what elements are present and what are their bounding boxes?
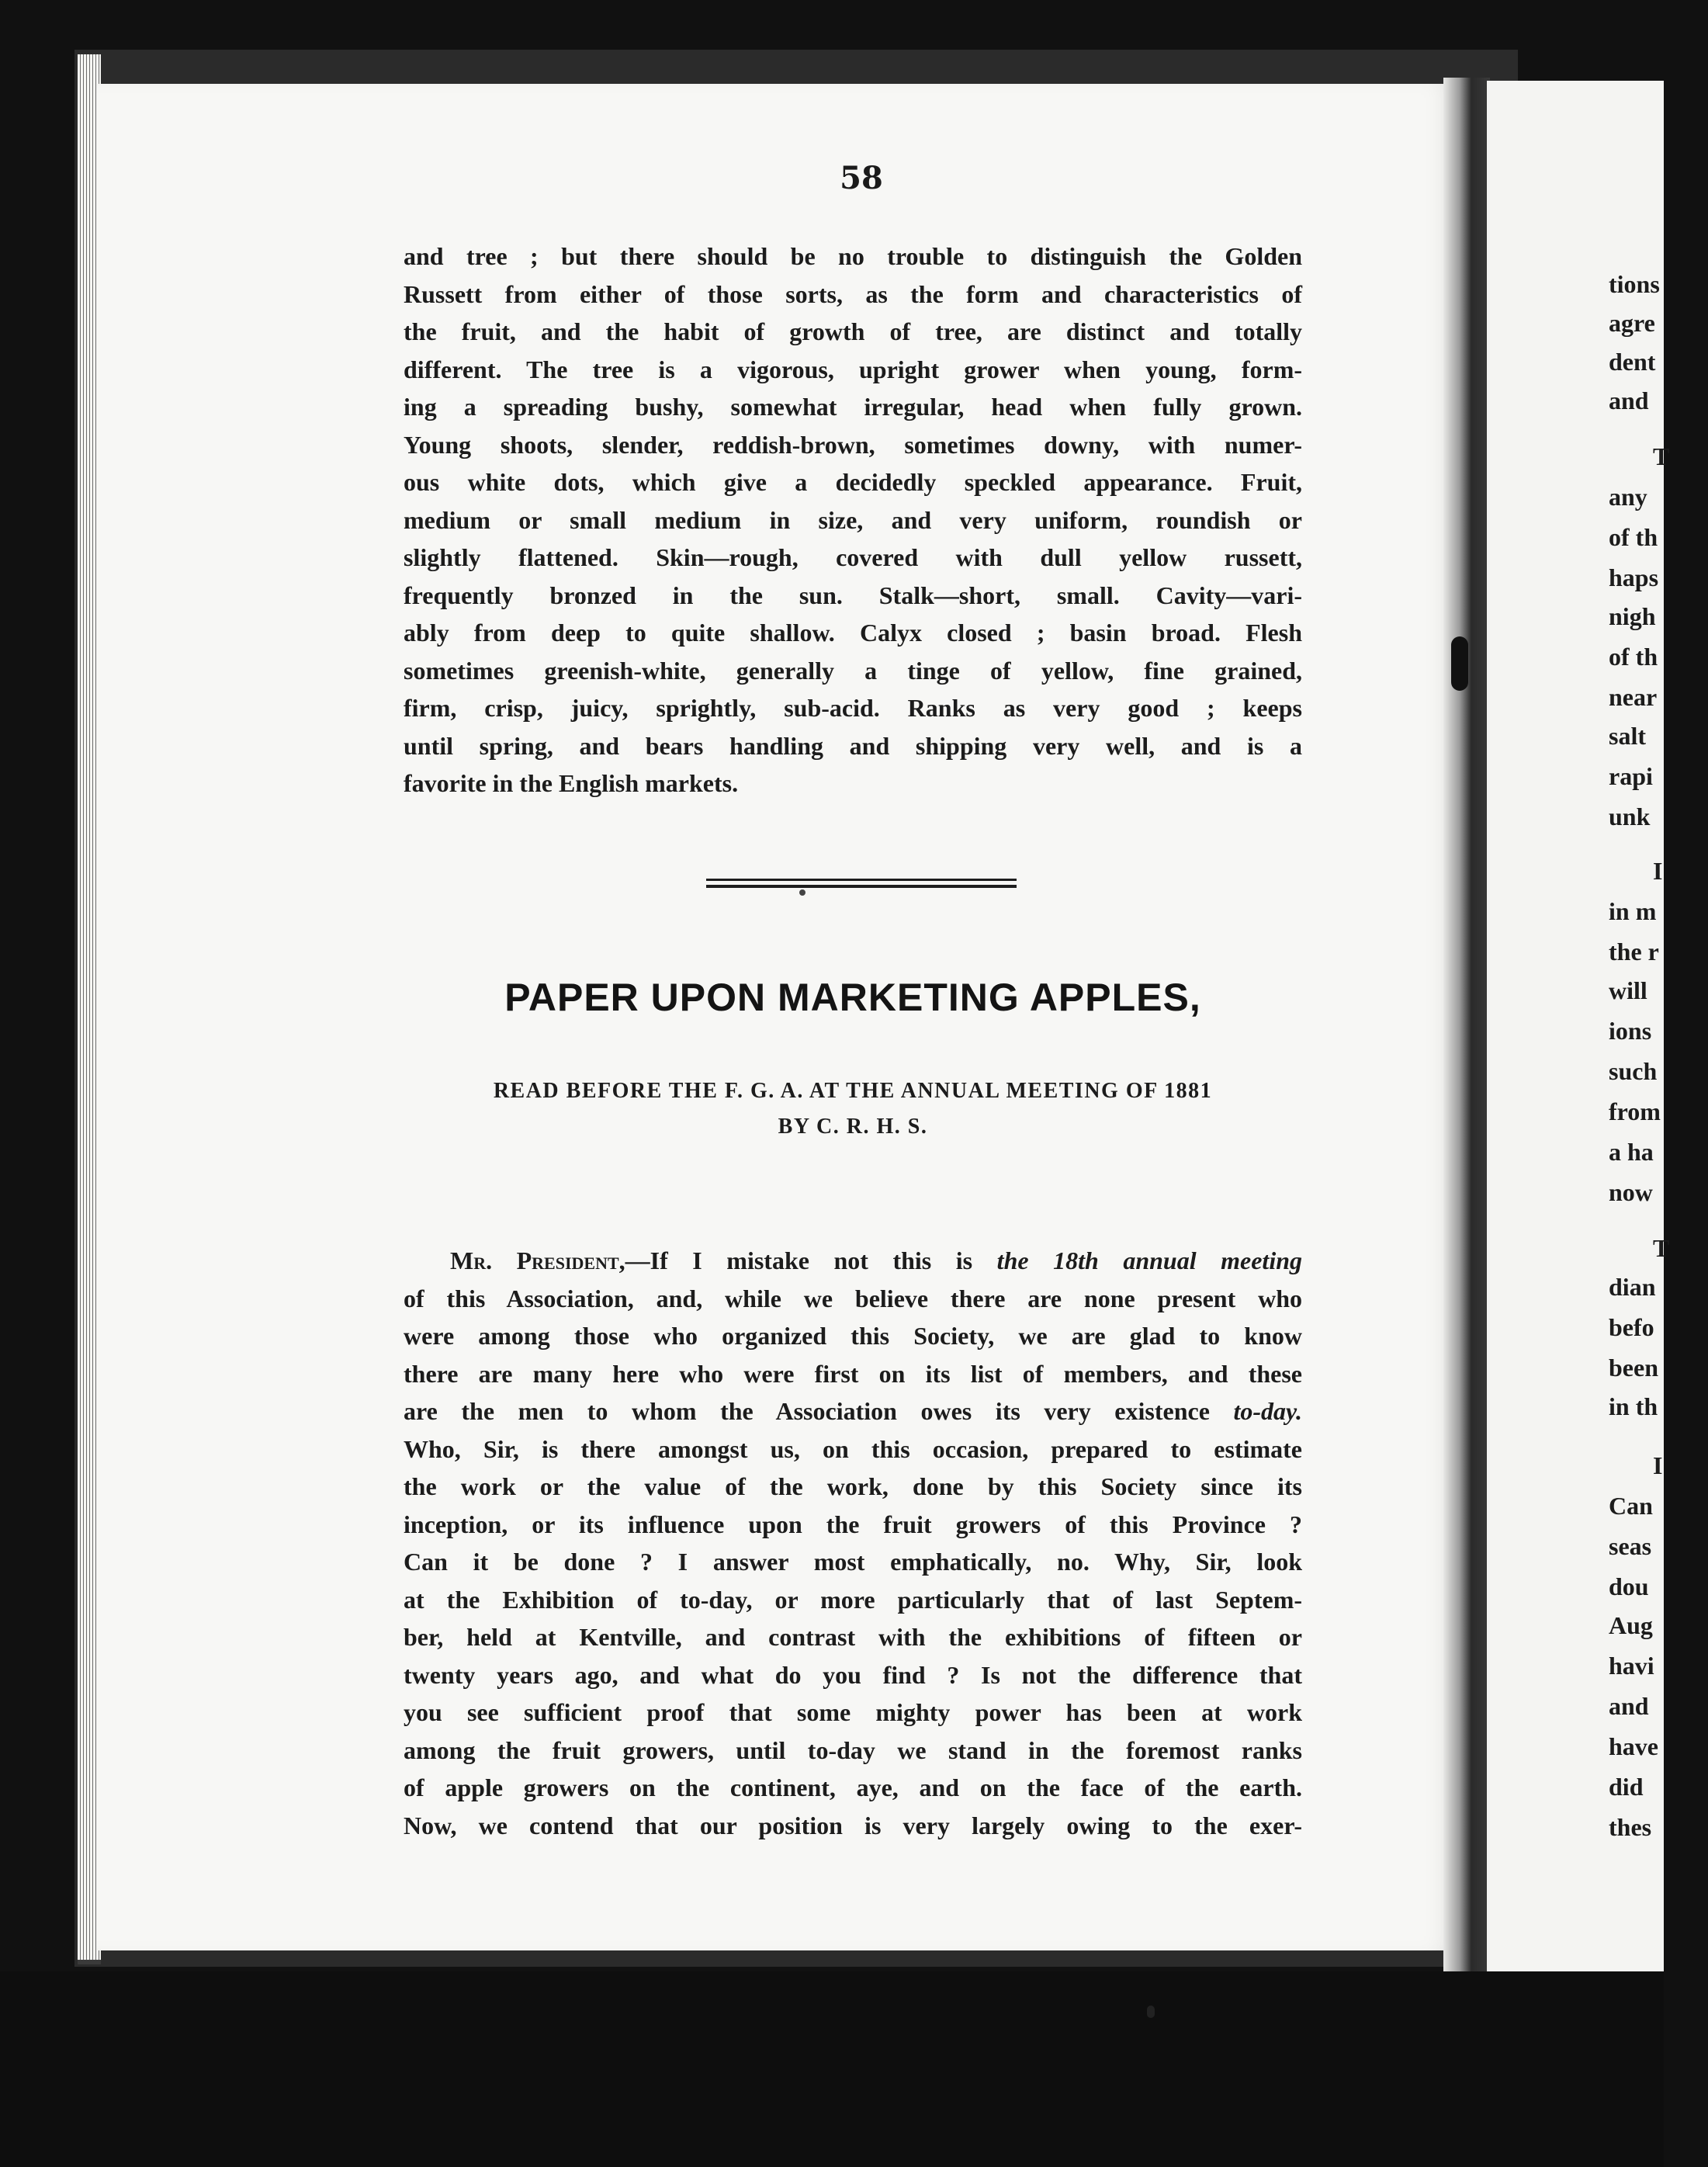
- right-page-fragment: T: [1653, 1234, 1670, 1262]
- text-line: sometimes greenish-white, generally a tinge of yellow, fine grained,: [404, 656, 1302, 685]
- right-page-fragment: of th: [1609, 643, 1658, 671]
- right-page-fragment: in th: [1609, 1392, 1658, 1420]
- article-byline: BY C. R. H. S.: [778, 1115, 928, 1139]
- text-line: there are many here who were first on its list of members, and these: [404, 1359, 1302, 1388]
- text-line: among the fruit growers, until to-day we stand in the foremost ranks: [404, 1735, 1302, 1764]
- text-line: were among those who organized this Society, we are glad to know: [404, 1322, 1302, 1350]
- italic-phrase: the 18th annual meeting: [996, 1246, 1303, 1274]
- ink-speck: [1147, 2006, 1155, 2018]
- right-page-fragment: salt: [1609, 722, 1646, 750]
- text-line: ably from deep to quite shallow. Calyx closed ; basin broad. Flesh: [404, 619, 1302, 647]
- scan-background: [0, 1971, 1664, 2167]
- right-page-fragment: and: [1609, 1692, 1649, 1720]
- italic-phrase: to-day.: [1233, 1397, 1302, 1425]
- text-line: [404, 1242, 1302, 1280]
- right-page-fragment: have: [1609, 1732, 1658, 1760]
- right-page-fragment: tions: [1609, 270, 1660, 298]
- right-page-fragment: haps: [1609, 563, 1659, 591]
- text-line: different. The tree is a vigorous, upright grower when young, form-: [404, 355, 1302, 383]
- right-page-fragment: been: [1609, 1354, 1658, 1382]
- text-line: and tree ; but there should be no trouble to distinguish the Golden: [404, 242, 1302, 270]
- text-line: Young shoots, slender, reddish-brown, sometimes downy, with numer-: [404, 430, 1302, 459]
- text-line: Russett from either of those sorts, as the form and characteristics of: [404, 279, 1302, 308]
- text-line: at the Exhibition of to-day, or more particularly that of last Septem-: [404, 1585, 1302, 1614]
- text-line: you see sufficient proof that some mighty power has been at work: [404, 1698, 1302, 1726]
- right-page-fragment: nigh: [1609, 602, 1656, 630]
- right-page-fragment: of th: [1609, 523, 1658, 551]
- article-subtitle: READ BEFORE THE F. G. A. AT THE ANNUAL MEETING OF 1881: [493, 1079, 1213, 1103]
- text-line: of this Association, and, while we believe there are none present who: [404, 1284, 1302, 1312]
- right-page-fragment: thes: [1609, 1813, 1652, 1841]
- text-span: are the men to whom the Association owes its very existence: [404, 1397, 1234, 1425]
- text-line: favorite in the English markets.: [404, 769, 739, 797]
- right-page-fragment: I: [1653, 857, 1663, 885]
- right-page-fragment: ions: [1609, 1017, 1652, 1045]
- right-page-fragment: havi: [1609, 1652, 1654, 1680]
- text-line: firm, crisp, juicy, sprightly, sub-acid. Ranks as very good ; keeps: [404, 694, 1302, 722]
- right-page-fragment: rapi: [1609, 762, 1653, 790]
- right-page-fragment: such: [1609, 1057, 1658, 1085]
- divider-ornament: [799, 889, 805, 896]
- right-page-fragment: and: [1609, 387, 1649, 414]
- text-line: of apple growers on the continent, aye, and on the face of the earth.: [404, 1773, 1302, 1801]
- right-page-fragment: befo: [1609, 1313, 1654, 1341]
- right-page-fragment: Aug: [1609, 1611, 1653, 1639]
- divider-rule: [706, 879, 1017, 881]
- gutter-clip: [1451, 636, 1468, 691]
- text-line: ous white dots, which give a decidedly speckled appearance. Fruit,: [404, 468, 1302, 496]
- right-page-fragment: any: [1609, 483, 1647, 511]
- right-page-fragment: the r: [1609, 938, 1659, 966]
- text-line: slightly flattened. Skin—rough, covered with dull yellow russett,: [404, 543, 1302, 571]
- right-page-fragment: unk: [1609, 803, 1651, 830]
- salutation: Mr. President,: [450, 1246, 625, 1274]
- right-page-fragment: T: [1653, 442, 1670, 470]
- text-line: inception, or its influence upon the fruit growers of this Province ?: [404, 1510, 1302, 1538]
- top-paragraph: [404, 238, 1302, 803]
- page-number: 58: [840, 160, 883, 196]
- right-page-fragment: near: [1609, 683, 1658, 711]
- right-page-fragment: dian: [1609, 1273, 1656, 1301]
- right-page-fragment: dou: [1609, 1572, 1649, 1600]
- right-page-fragment: in m: [1609, 897, 1657, 925]
- right-page-fragment: a ha: [1609, 1138, 1654, 1166]
- text-line: Can it be done ? I answer most emphatically, no. Why, Sir, look: [404, 1548, 1302, 1576]
- right-page-fragment: I: [1653, 1451, 1663, 1479]
- right-page-fragment: agre: [1609, 309, 1655, 337]
- text-line: frequently bronzed in the sun. Stalk—short, small. Cavity—vari-: [404, 581, 1302, 609]
- text-line: ing a spreading bushy, somewhat irregular, head when fully grown.: [404, 393, 1302, 421]
- text-line: Who, Sir, is there amongst us, on this occasion, prepared to estimate: [404, 1434, 1302, 1463]
- article-title: PAPER UPON MARKETING APPLES,: [504, 976, 1201, 1019]
- text-line: until spring, and bears handling and shipping very well, and is a: [404, 731, 1302, 760]
- text-line: ber, held at Kentville, and contrast with the exhibitions of fifteen or: [404, 1623, 1302, 1651]
- divider-rule: [706, 885, 1017, 888]
- text-line: [404, 1392, 1302, 1430]
- text-line: medium or small medium in size, and very uniform, roundish or: [404, 505, 1302, 534]
- right-page-fragment: did: [1609, 1773, 1644, 1801]
- right-page-fragment: now: [1609, 1178, 1653, 1206]
- text-line: twenty years ago, and what do you find ? Is not the difference that: [404, 1660, 1302, 1689]
- right-page-fragment: will: [1609, 976, 1647, 1004]
- address-paragraph: [404, 1242, 1302, 1844]
- text-span: —If I mistake not this is: [625, 1246, 997, 1274]
- book-gutter: [1443, 78, 1490, 1971]
- text-line: Now, we contend that our position is very largely owing to the exer-: [404, 1811, 1302, 1839]
- section-divider: [706, 879, 1017, 902]
- right-page-fragment: seas: [1609, 1532, 1652, 1560]
- right-page-fragment: dent: [1609, 348, 1656, 376]
- text-line: the work or the value of the work, done by this Society since its: [404, 1472, 1302, 1500]
- text-line: the fruit, and the habit of growth of tree, are distinct and totally: [404, 317, 1302, 345]
- right-page-fragment: from: [1609, 1097, 1661, 1125]
- right-page-fragment: Can: [1609, 1492, 1653, 1520]
